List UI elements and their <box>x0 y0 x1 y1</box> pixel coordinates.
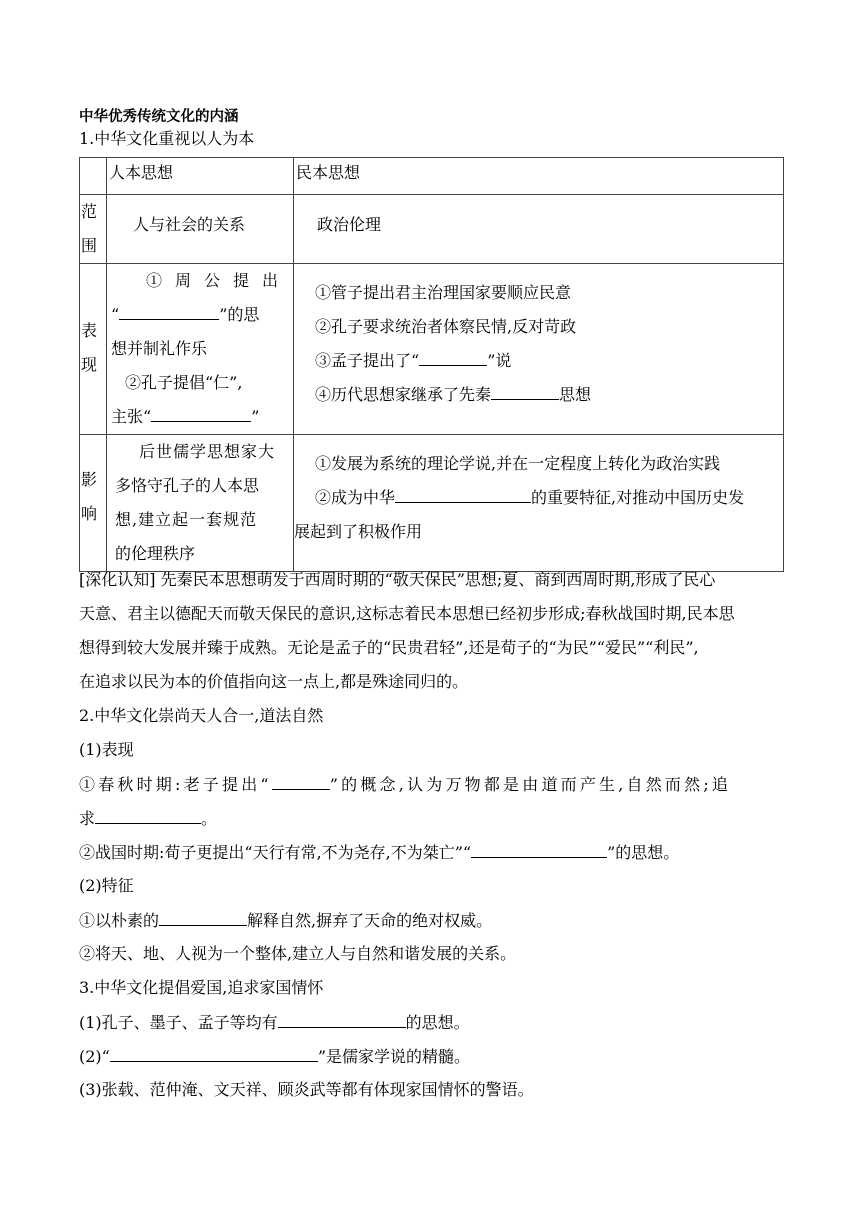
fill-blank[interactable] <box>419 350 487 366</box>
deepen-paragraph-line: 天意、君主以德配天而敬天保民的意识,这标志着民本思想已经初步形成;春秋战国时期,民本思 <box>79 604 735 623</box>
text-line: (1)孔子、墨子、孟子等均有 的思想。 <box>79 1013 470 1032</box>
row-label: 表 现 <box>80 264 107 435</box>
deepen-paragraph-line: 在追求以民为本的价值指向这一点上,都是殊途同归的。 <box>79 672 469 691</box>
table-header-row <box>80 158 784 195</box>
fill-blank[interactable] <box>278 1012 406 1028</box>
section-2-heading: 2.中华文化崇尚天人合一,道法自然 <box>79 706 324 725</box>
table-row <box>80 435 784 572</box>
table-cell: 后世儒学思想家大 多恪守孔子的人本思 想,建立起一套规范 的伦理秩序 <box>107 435 294 572</box>
fill-blank[interactable] <box>491 384 559 400</box>
table-cell: 人与社会的关系 <box>107 195 294 264</box>
fill-blank[interactable] <box>95 808 201 824</box>
subheading: (1)表现 <box>79 740 134 759</box>
table-cell: ①周公提出 “ ”的思 想并制礼作乐 ②孔子提倡“仁”, 主张“ ” <box>107 264 294 435</box>
text-line: ①春秋时期:老子提出“ ”的概念,认为万物都是由道而产生,自然而然;追 <box>79 775 732 794</box>
section-1-heading: 1.中华文化重视以人为本 <box>79 129 255 148</box>
deepen-paragraph-line: [深化认知] 先秦民本思想萌发于西周时期的“敬天保民”思想;夏、商到西周时期,形成了民心 <box>79 570 716 589</box>
row-label: 范 围 <box>80 195 107 264</box>
humanism-table <box>79 157 784 572</box>
table-cell: ①管子提出君主治理国家要顺应民意 ②孔子要求统治者体察民情,反对苛政 ③孟子提出了“ ”说 ④历代思想家继承了先秦 思想 <box>294 264 784 435</box>
text-line: ②将天、地、人视为一个整体,建立人与自然和谐发展的关系。 <box>79 944 517 963</box>
text-line: (2)“ ”是儒家学说的精髓。 <box>79 1047 471 1066</box>
fill-blank[interactable] <box>110 1046 318 1062</box>
fill-blank[interactable] <box>151 406 251 422</box>
fill-blank[interactable] <box>119 304 219 320</box>
text-line: ②战国时期:荀子更提出“天行有常,不为尧存,不为桀亡”“ ”的思想。 <box>79 843 680 862</box>
fill-blank[interactable] <box>471 842 607 858</box>
subheading: (2)特征 <box>79 876 134 895</box>
text-line: 求 。 <box>79 809 218 828</box>
row-label: 影 响 <box>80 435 107 572</box>
table-corner-cell <box>80 158 107 195</box>
fill-blank[interactable] <box>159 910 247 926</box>
fill-blank[interactable] <box>395 487 531 503</box>
table-cell: ①发展为系统的理论学说,并在一定程度上转化为政治实践 ②成为中华 的重要特征,对推动中国历史发 展起到了积极作用 <box>294 435 784 572</box>
table-row <box>80 195 784 264</box>
table-cell: 政治伦理 <box>294 195 784 264</box>
text-line: (3)张载、范仲淹、文天祥、顾炎武等都有体现家国情怀的警语。 <box>79 1080 534 1099</box>
deepen-paragraph-line: 想得到较大发展并臻于成熟。无论是孟子的“民贵君轻”,还是荀子的“为民”“爱民”“利民”, <box>79 638 699 657</box>
fill-blank[interactable] <box>272 774 330 790</box>
page-title: 中华优秀传统文化的内涵 <box>79 109 239 125</box>
section-3-heading: 3.中华文化提倡爱国,追求家国情怀 <box>79 978 324 997</box>
table-row <box>80 264 784 435</box>
table-header-cell: 民本思想 <box>294 158 784 195</box>
text-line: ①以朴素的 解释自然,摒弃了天命的绝对权威。 <box>79 911 493 930</box>
table-header-cell: 人本思想 <box>107 158 294 195</box>
